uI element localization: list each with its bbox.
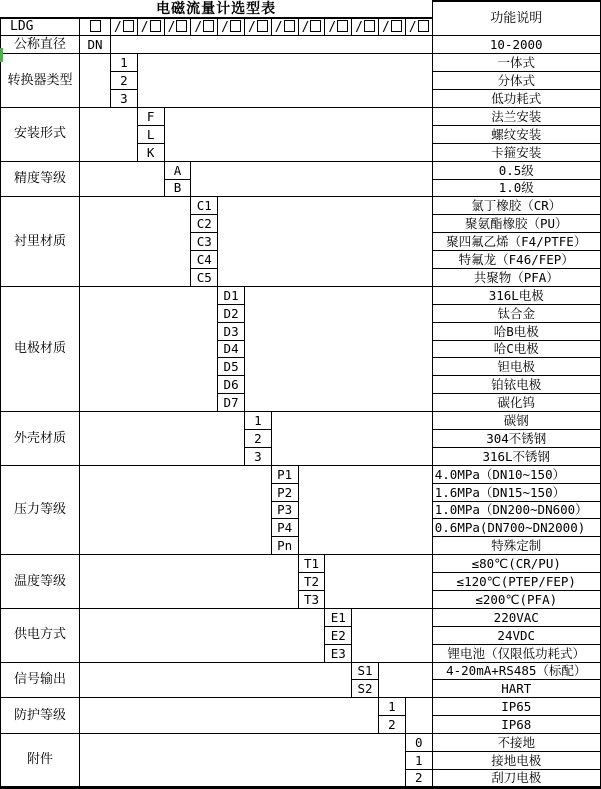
code-cell: F xyxy=(137,107,164,125)
code-cell: D6 xyxy=(218,376,245,394)
desc-cell: 法兰安装 xyxy=(432,107,600,125)
desc-cell: 316L电极 xyxy=(432,286,600,304)
desc-cell: 特殊定制 xyxy=(432,537,600,555)
model-slash-box-cell xyxy=(191,18,218,36)
empty-span xyxy=(80,412,245,466)
code-cell: E3 xyxy=(325,644,352,662)
section-label-converter-type: 转换器类型 xyxy=(1,54,80,108)
model-slash-box-cell xyxy=(298,18,325,36)
section-label-mounting-type: 安装形式 xyxy=(1,107,80,161)
empty-span xyxy=(80,608,325,662)
box-icon xyxy=(203,20,214,32)
slash-glyph: / xyxy=(328,19,337,35)
code-cell: 2 xyxy=(405,769,432,787)
model-slash-box-cell xyxy=(271,18,298,36)
desc-cell: 0.6MPa(DN700~DN2000) xyxy=(432,519,600,537)
empty-span xyxy=(244,286,432,411)
code-cell: T1 xyxy=(298,555,325,573)
code-cell: C2 xyxy=(191,215,218,233)
box-icon xyxy=(337,20,348,32)
box-icon xyxy=(418,20,429,32)
slash-glyph: / xyxy=(408,19,417,35)
empty-span xyxy=(80,734,406,788)
box-icon xyxy=(123,20,134,32)
model-prefix: LDG xyxy=(1,18,80,36)
desc-cell: 钛合金 xyxy=(432,304,600,322)
model-slash-box-cell xyxy=(137,18,164,36)
desc-cell: 4-20mA+RS485（标配） xyxy=(432,662,600,680)
empty-span xyxy=(111,36,433,54)
model-slash-box-cell xyxy=(111,18,138,36)
empty-span xyxy=(191,161,432,197)
desc-cell: 哈B电极 xyxy=(432,322,600,340)
desc-cell: 1.0MPa（DN200~DN600） xyxy=(432,501,600,519)
code-cell: 1 xyxy=(405,752,432,770)
slash-glyph: / xyxy=(274,19,283,35)
model-slash-box-cell xyxy=(325,18,352,36)
code-cell: D5 xyxy=(218,358,245,376)
code-cell: C5 xyxy=(191,268,218,286)
code-cell: E2 xyxy=(325,626,352,644)
box-icon xyxy=(90,20,101,32)
code-cell: D3 xyxy=(218,322,245,340)
code-cell: P1 xyxy=(271,465,298,483)
code-cell: 3 xyxy=(244,447,271,465)
desc-cell: HART xyxy=(432,680,600,698)
empty-span xyxy=(80,286,218,411)
section-label-accessories: 附件 xyxy=(1,734,80,788)
section-label-temperature-rating: 温度等级 xyxy=(1,555,80,609)
desc-cell: 锂电池（仅限低功耗式） xyxy=(432,644,600,662)
desc-cell: 24VDC xyxy=(432,626,600,644)
desc-cell: 铂铱电极 xyxy=(432,376,600,394)
section-label-protection-class: 防护等级 xyxy=(1,698,80,734)
empty-span xyxy=(80,197,191,286)
empty-span xyxy=(80,662,352,698)
code-cell: 1 xyxy=(111,54,138,72)
model-slash-box-cell xyxy=(218,18,245,36)
code-cell: S1 xyxy=(352,662,379,680)
box-icon xyxy=(230,20,241,32)
desc-cell: 碳钢 xyxy=(432,412,600,430)
desc-cell: 哈C电极 xyxy=(432,340,600,358)
desc-cell: ≤120℃(PTEP/FEP) xyxy=(432,573,600,591)
section-label-signal-output: 信号输出 xyxy=(1,662,80,698)
page-title: 电磁流量计选型表 xyxy=(1,1,433,18)
empty-span xyxy=(218,197,433,286)
code-cell: B xyxy=(164,179,191,197)
empty-span xyxy=(378,662,432,698)
box-icon xyxy=(176,20,187,32)
code-cell: D1 xyxy=(218,286,245,304)
code-cell: C3 xyxy=(191,233,218,251)
desc-cell: 聚氨酯橡胶（PU） xyxy=(432,215,600,233)
model-slash-box-cell xyxy=(164,18,191,36)
section-label-nominal-diameter: 公称直径 xyxy=(1,36,80,54)
empty-span xyxy=(352,608,433,662)
empty-span xyxy=(80,555,299,609)
desc-cell: 4.0MPa（DN10~150） xyxy=(432,465,600,483)
model-box-cell xyxy=(80,18,111,36)
desc-cell: 220VAC xyxy=(432,608,600,626)
section-label-lining-material: 衬里材质 xyxy=(1,197,80,286)
desc-cell: 304不锈钢 xyxy=(432,429,600,447)
empty-span xyxy=(325,555,432,609)
code-cell: S2 xyxy=(352,680,379,698)
desc-cell: 不接地 xyxy=(432,734,600,752)
green-edge-artifact xyxy=(0,48,3,62)
box-icon xyxy=(391,20,402,32)
code-cell: D4 xyxy=(218,340,245,358)
code-cell: DN xyxy=(80,36,111,54)
function-description-header: 功能说明 xyxy=(432,1,600,36)
desc-cell: 共聚物（PFA） xyxy=(432,268,600,286)
slash-glyph: / xyxy=(221,19,229,35)
section-label-housing-material: 外壳材质 xyxy=(1,412,80,466)
section-label-electrode-material: 电极材质 xyxy=(1,286,80,411)
code-cell: 2 xyxy=(378,716,405,734)
code-cell: L xyxy=(137,125,164,143)
desc-cell: 0.5级 xyxy=(432,161,600,179)
desc-cell: 特氟龙（F46/FEP） xyxy=(432,251,600,269)
empty-span xyxy=(80,698,379,734)
slash-glyph: / xyxy=(140,19,149,35)
empty-span xyxy=(298,465,432,554)
empty-span xyxy=(80,107,138,161)
empty-span xyxy=(80,54,111,108)
box-icon xyxy=(284,20,295,32)
empty-span xyxy=(271,412,432,466)
code-cell: T2 xyxy=(298,573,325,591)
desc-cell: 螺纹安装 xyxy=(432,125,600,143)
desc-cell: IP68 xyxy=(432,716,600,734)
code-cell: T3 xyxy=(298,591,325,609)
section-label-power-supply: 供电方式 xyxy=(1,608,80,662)
code-cell: 1 xyxy=(244,412,271,430)
code-cell: D2 xyxy=(218,304,245,322)
code-cell: Pn xyxy=(271,537,298,555)
box-icon xyxy=(150,20,161,32)
model-slash-box-cell xyxy=(378,18,405,36)
desc-cell: 10-2000 xyxy=(432,36,600,54)
model-slash-box-cell xyxy=(244,18,271,36)
desc-cell: 卡箍安装 xyxy=(432,143,600,161)
desc-cell: 钽电极 xyxy=(432,358,600,376)
empty-span xyxy=(80,161,165,197)
section-label-pressure-rating: 压力等级 xyxy=(1,465,80,554)
code-cell: D7 xyxy=(218,394,245,412)
code-cell: P4 xyxy=(271,519,298,537)
code-cell: 0 xyxy=(405,734,432,752)
slash-glyph: / xyxy=(167,19,176,35)
slash-glyph: / xyxy=(381,19,390,35)
box-icon xyxy=(310,20,321,32)
desc-cell: IP65 xyxy=(432,698,600,716)
code-cell: C4 xyxy=(191,251,218,269)
desc-cell: 刮刀电极 xyxy=(432,769,600,787)
desc-cell: 分体式 xyxy=(432,72,600,90)
slash-glyph: / xyxy=(247,19,256,35)
desc-cell: 低功耗式 xyxy=(432,90,600,108)
model-slash-box-cell xyxy=(352,18,379,36)
code-cell: 2 xyxy=(244,429,271,447)
empty-span xyxy=(164,107,432,161)
slash-glyph: / xyxy=(113,19,122,35)
box-icon xyxy=(364,20,375,32)
desc-cell: 氯丁橡胶（CR） xyxy=(432,197,600,215)
empty-span xyxy=(80,465,272,554)
desc-cell: 1.0级 xyxy=(432,179,600,197)
desc-cell: 316L不锈钢 xyxy=(432,447,600,465)
code-cell: P3 xyxy=(271,501,298,519)
code-cell: K xyxy=(137,143,164,161)
desc-cell: 一体式 xyxy=(432,54,600,72)
desc-cell: ≤80℃(CR/PU) xyxy=(432,555,600,573)
desc-cell: 碳化钨 xyxy=(432,394,600,412)
code-cell: A xyxy=(164,161,191,179)
desc-cell: 接地电极 xyxy=(432,752,600,770)
empty-span xyxy=(137,54,432,108)
section-label-accuracy-class: 精度等级 xyxy=(1,161,80,197)
model-slash-box-cell xyxy=(405,18,432,36)
empty-span xyxy=(405,698,432,734)
code-cell: C1 xyxy=(191,197,218,215)
desc-cell: ≤200℃(PFA) xyxy=(432,591,600,609)
code-cell: E1 xyxy=(325,608,352,626)
slash-glyph: / xyxy=(355,19,363,35)
slash-glyph: / xyxy=(194,19,203,35)
desc-cell: 聚四氟乙烯（F4/PTFE） xyxy=(432,233,600,251)
code-cell: P2 xyxy=(271,483,298,501)
code-cell: 2 xyxy=(111,72,138,90)
desc-cell: 1.6MPa（DN15~150） xyxy=(432,483,600,501)
slash-glyph: / xyxy=(301,19,310,35)
box-icon xyxy=(257,20,268,32)
code-cell: 3 xyxy=(111,90,138,108)
code-cell: 1 xyxy=(378,698,405,716)
